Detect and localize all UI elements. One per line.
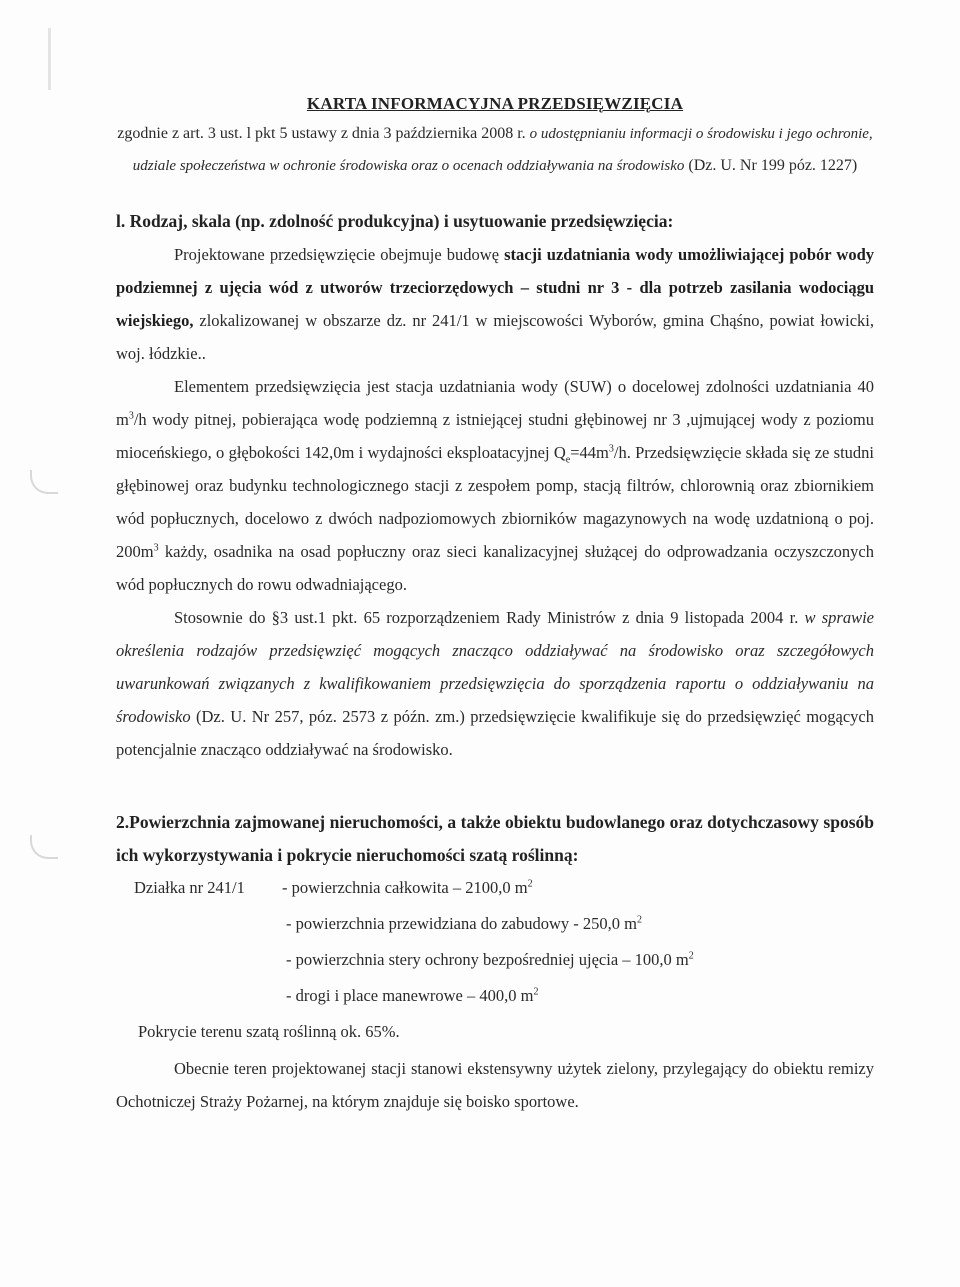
document-title: KARTA INFORMACYJNA PRZEDSIĘWZIĘCIA xyxy=(306,94,684,113)
area-item-text: - powierzchnia całkowita – 2100,0 m xyxy=(282,878,528,897)
p3-text-a: Stosownie do §3 ust.1 pkt. 65 rozporządzeniem Rady Ministrów z dnia 9 listopada 2004 r. xyxy=(174,608,799,627)
p2-text-d: /h. Przedsięwzięcie składa się ze studni głębinowej oraz budynku technologicznego stacji z zespołem pomp, stacją filtrów, chlorownią oraz zbiornikiem wód popłucznych, docelowo z dwóch nadpoziomowych zbiorników magazynowych na wodę uzdatnioną o poj. 200m xyxy=(116,443,875,561)
superscript: 2 xyxy=(533,986,539,998)
superscript: 2 xyxy=(527,878,533,890)
section-1-heading: l. Rodzaj, skala (np. zdolność produkcyjna) i usytuowanie przedsięwzięcia: xyxy=(116,211,674,231)
regulation-name: w sprawie określenia rodzajów przedsięwzięć mogących znacząco oddziaływać na środowisko oraz szczegółowych uwarunkowań związanych z kwalifikowaniem przedsięwzięcia do sporządzenia raportu o oddziaływaniu na środowisko xyxy=(116,608,874,726)
legal-basis-lead: zgodnie z art. 3 ust. l pkt 5 ustawy z dnia 3 października 2008 r. xyxy=(117,125,526,142)
p2-text-c: =44m xyxy=(570,443,609,462)
legal-basis xyxy=(116,118,874,182)
punch-hole-mark xyxy=(30,835,58,859)
p2-text-e: każdy, osadnika na osad popłuczny oraz sieci kanalizacyjnej służącej do odprowadzania oczyszczonych wód popłucznych do rowu odwadniającego. xyxy=(116,542,874,594)
superscript: 2 xyxy=(636,914,642,926)
subscript: e xyxy=(565,454,571,466)
p3-text-b: (Dz. U. Nr 257, póz. 2573 z późn. zm.) przedsięwzięcie kwalifikuje się do przedsięwzięć mogących potencjalnie znacząco oddziaływać na środowisko. xyxy=(116,707,874,759)
section-1-paragraph-1 xyxy=(116,238,874,370)
area-row xyxy=(116,872,874,904)
vegetation-cover: Pokrycie terenu szatą roślinną ok. 65%. xyxy=(138,1022,400,1041)
p1-text-c: zlokalizowanej w obszarze dz. nr 241/1 w miejscowości Wyborów, gmina Chąśno, powiat łowicki, woj. łódzkie.. xyxy=(116,311,874,363)
superscript: 3 xyxy=(153,542,159,554)
p2-text-b: /h wody pitnej, pobierająca wodę podziemną z istniejącej studni głębinowej nr 3 ,ujmującej wody z poziomu mioceńskiego, o głębokości 142,0m i wydajności eksploatacyjnej Q xyxy=(116,410,874,462)
section-2-heading: 2.Powierzchnia zajmowanej nieruchomości, a także obiektu budowlanego oraz dotychczasowy sposób ich wykorzystywania i pokrycie nieruchomości szatą roślinną: xyxy=(116,812,874,865)
section-1-paragraph-3 xyxy=(116,601,874,766)
area-row xyxy=(116,908,874,940)
legal-act-name: o udostępnianiu informacji o środowisku i jego ochronie, udziale społeczeństwa w ochronie środowiska oraz o ocenach oddziaływania na środowisko xyxy=(132,126,873,174)
area-row xyxy=(116,944,874,976)
p2-text-a: Elementem przedsięwzięcia jest stacja uzdatniania wody (SUW) o docelowej zdolności uzdatniania 40 m xyxy=(116,377,874,429)
area-item-text: - drogi i place manewrowe – 400,0 m xyxy=(286,986,534,1005)
superscript: 3 xyxy=(608,443,614,455)
punch-hole-mark xyxy=(30,470,58,494)
area-item-text: - powierzchnia przewidziana do zabudowy - 250,0 m xyxy=(286,914,637,933)
section-2-paragraph: Obecnie teren projektowanej stacji stanowi ekstensywny użytek zielony, przylegający do obiektu remizy Ochotniczej Straży Pożarnej, na którym znajduje się boisko sportowe. xyxy=(116,1059,874,1111)
area-list xyxy=(116,872,874,1048)
p1-text-a: Projektowane przedsięwzięcie obejmuje budowę xyxy=(174,245,500,264)
legal-act-reference: (Dz. U. Nr 199 póz. 1227) xyxy=(688,157,858,174)
p1-text-bold: stacji uzdatniania wody umożliwiającej pobór wody podziemnej z ujęcia wód z utworów trzeciorzędowych – studni nr 3 - dla potrzeb zasilania wodociągu wiejskiego, xyxy=(116,245,875,330)
scan-edge-mark xyxy=(48,28,51,90)
area-item-text: - powierzchnia stery ochrony bezpośredniej ujęcia – 100,0 m xyxy=(286,950,689,969)
superscript: 2 xyxy=(688,950,694,962)
section-1-paragraph-2 xyxy=(116,370,874,601)
area-row xyxy=(116,980,874,1012)
plot-label: Działka nr 241/1 xyxy=(134,878,245,897)
superscript: 3 xyxy=(128,410,134,422)
document-page xyxy=(116,92,874,1118)
